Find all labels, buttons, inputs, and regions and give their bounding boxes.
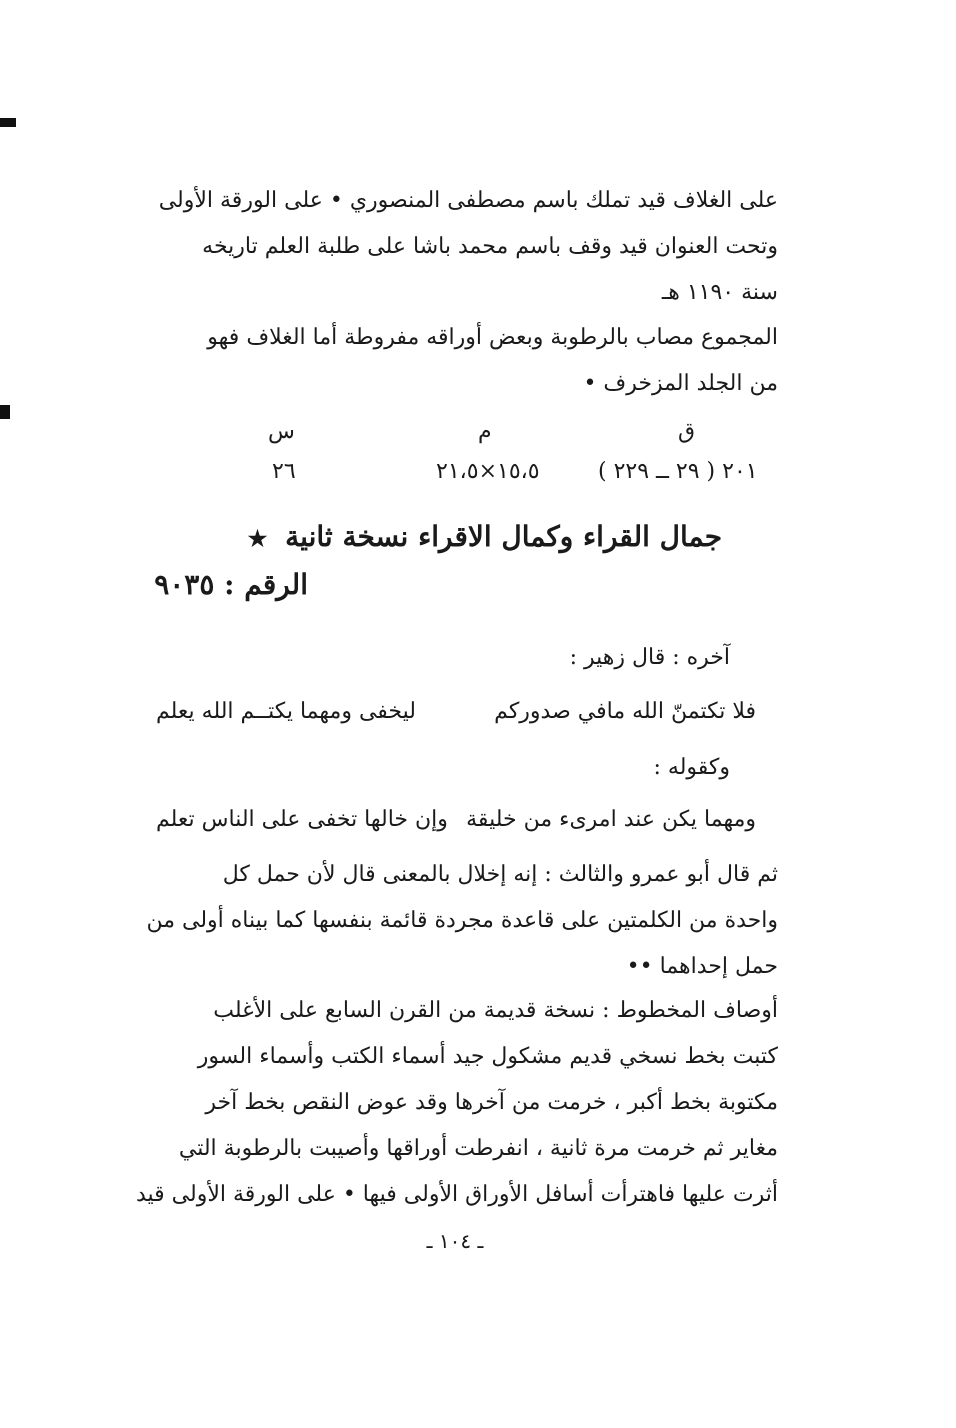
page-number: ـ ١٠٤ ـ: [426, 1229, 484, 1253]
text-line: واحدة من الكلمتين على قاعدة مجردة قائمة بنفسها كما بيناه أولى من: [146, 908, 778, 933]
text-line: ثم قال أبو عمرو والثالث : إنه إخلال بالمعنى قال لأن حمل كل: [222, 862, 778, 887]
paragraph-abu-amr: [138, 852, 778, 990]
table-header-row: [0, 417, 956, 447]
text-line: كتبت بخط نسخي قديم مشكول جيد أسماء الكتب وأسماء السور: [197, 1044, 778, 1069]
verse-2-first-hemistich: ومهما يكن عند امرىء من خليقة: [466, 807, 756, 832]
paragraph-condition: [138, 315, 778, 407]
verse-2-second-hemistich: وإن خالها تخفى على الناس تعلم: [156, 807, 448, 832]
text-line: من الجلد المزخرف •: [583, 371, 778, 396]
text-line: المجموع مصاب بالرطوبة وبعض أوراقه مفروطة أما الغلاف فهو: [207, 325, 778, 350]
text-line: أوصاف المخطوط : نسخة قديمة من القرن السابع على الأغلب: [213, 998, 778, 1023]
kaqawlihi-line: وكقوله :: [653, 755, 730, 780]
paragraph-ownership: [138, 178, 778, 316]
table-value-row: [0, 457, 956, 487]
manuscript-number: الرقم : ٩٠٣٥: [154, 568, 308, 601]
text-line: مغاير ثم خرمت مرة ثانية ، انفرطت أوراقها وأصيبت بالرطوبة التي: [178, 1136, 778, 1161]
header-m: م: [478, 419, 492, 444]
text-line: أثرت عليها فاهترأت أسافل الأوراق الأولى فيها • على الورقة الأولى قيد: [135, 1182, 778, 1207]
verse-2: [156, 800, 756, 840]
text-line: مكتوبة بخط أكبر ، خرمت من آخرها وقد عوض النقص بخط آخر: [205, 1090, 778, 1115]
header-q: ق: [678, 419, 696, 444]
text-line: حمل إحداهما ••: [626, 954, 778, 979]
verse-1: [156, 692, 756, 732]
text-line: وتحت العنوان قيد وقف باسم محمد باشا على طلبة العلم تاريخه: [202, 234, 778, 259]
value-m: ١٥،٥×٢١،٥: [436, 459, 540, 484]
text-line: سنة ١١٩٠ هـ: [661, 280, 778, 305]
title-text: جمال القراء وكمال الاقراء نسخة ثانية: [285, 520, 722, 553]
star-icon: ★: [247, 526, 268, 552]
scan-mark-top: [0, 118, 16, 127]
manuscript-title: [248, 515, 722, 561]
paragraph-description: [135, 988, 778, 1218]
verse-1-first-hemistich: فلا تكتمنّ الله مافي صدوركم: [494, 699, 756, 724]
value-q: ٢٠١ ( ٢٩ ــ ٢٢٩ ): [598, 459, 758, 484]
ending-intro: آخره : قال زهير :: [569, 645, 730, 670]
verse-1-second-hemistich: ليخفى ومهما يكتــم الله يعلم: [156, 699, 416, 724]
header-s: س: [268, 419, 295, 444]
text-line: على الغلاف قيد تملك باسم مصطفى المنصوري • على الورقة الأولى: [158, 188, 778, 213]
value-s: ٢٦: [272, 459, 296, 484]
